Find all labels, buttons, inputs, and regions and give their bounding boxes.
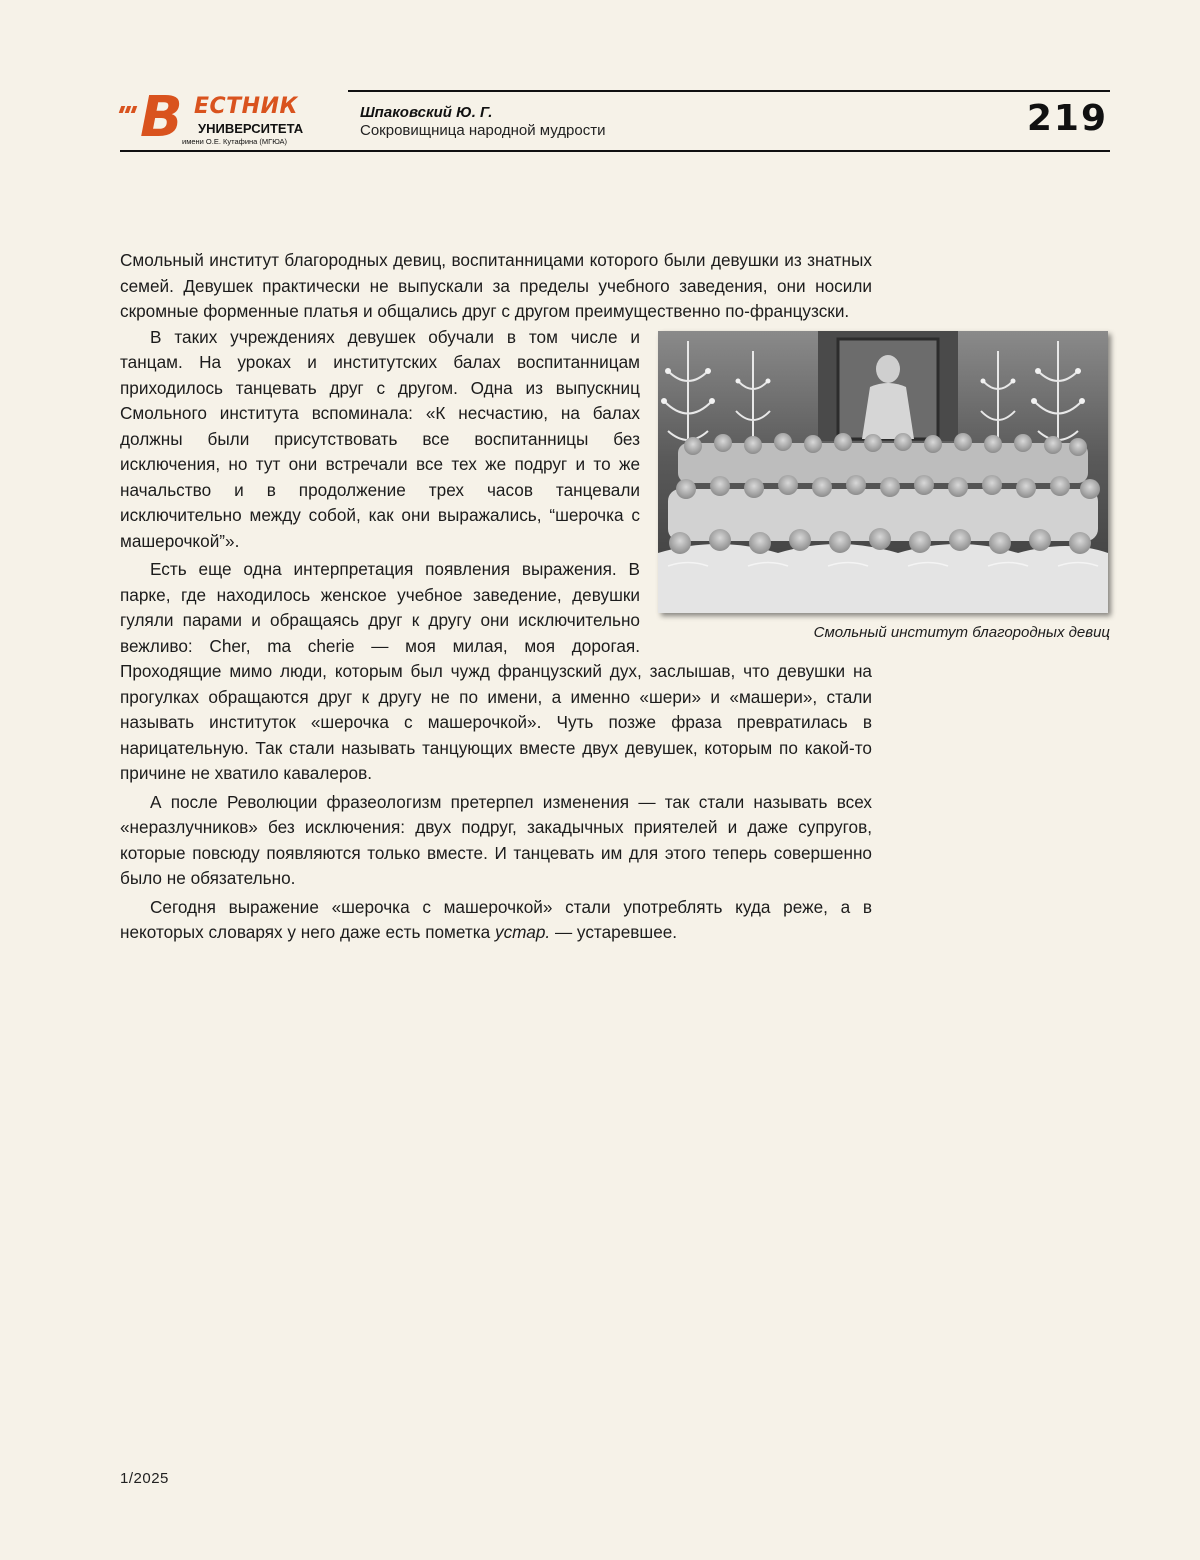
paragraph-5 [120,895,872,946]
logo-word: ЕСТНИК [194,96,298,118]
logo-big-letter: В [140,92,200,144]
paragraph-5-italic-term: устар. [495,922,550,942]
figure-caption: Смольный институт благородных девиц [658,623,1110,643]
journal-logo [120,94,330,150]
paragraph-4: А после Революции фразеологизм претерпел изменения — так стали называть всех «неразлучников» без исключения: двух подруг, закадычных приятелей и даже супругов, которые повсюду появляются только вместе. И танцевать им для этого теперь совершенно было не обязательно. [120,790,872,892]
header-article-title: Сокровищница народной мудрости [360,122,605,139]
header-bottom-rule [120,150,1110,152]
paragraph-2: В таких учреждениях девушек обучали в том числе и танцам. На уроках и институтских балах воспитанницам приходилось танцевать друг с другом. Одна из выпускниц Смольного института вспоминала: «К несчастию, на балах должны были присутствовать все воспитанницы без исключения, но тут они встречали все тех же подруг и то же начальство и в продолжение трех часов танцевали исключительно между собой, как они выражались, “шерочка с машерочкой”». [120,325,872,555]
paragraph-5-text-start: Сегодня выражение «шерочка с машерочкой» стали употреблять куда реже, а в некоторых словарях у него даже есть пометка [120,897,872,943]
logo-university: УНИВЕРСИТЕТА [198,122,303,136]
logo-named-after: имени О.Е. Кутафина (МГЮА) [182,137,287,146]
page-number: 219 [1027,98,1108,139]
issue-number: 1/2025 [120,1470,169,1487]
paragraph-5-text-end: — устаревшее. [550,922,677,942]
paragraph-3: Есть еще одна интерпретация появления выражения. В парке, где находилось женское учебное заведение, девушки гуляли парами и обращаясь друг к другу они исключительно вежливо: Cher, ma cherie — моя милая, моя дорогая. Проходящие мимо люди, которым был чужд французский дух, заслышав, что девушки на прогулках обращаются друг к другу не по имени, а именно «шери» и «машери», стали называть институток «шерочка с машерочкой». Чуть позже фраза превратилась в нарицательную. Так стали называть танцующих вместе двух девушек, которым по какой-то причине не хватило кавалеров. [120,557,872,787]
page-header [120,90,1110,152]
header-author: Шпаковский Ю. Г. [360,104,492,121]
figure-smolny [658,331,1110,643]
article-body [120,248,872,946]
logo-speed-marks [120,100,138,118]
header-top-rule [348,90,1110,92]
paragraph-1: Смольный институт благородных девиц, воспитанницами которого были девушки из знатных семей. Девушек практически не выпускали за пределы учебного заведения, они носили скромные форменные платья и общались друг с другом преимущественно по-французски. [120,248,872,325]
photo-illustration [658,331,1108,613]
photo-smolny-institute [658,331,1108,613]
